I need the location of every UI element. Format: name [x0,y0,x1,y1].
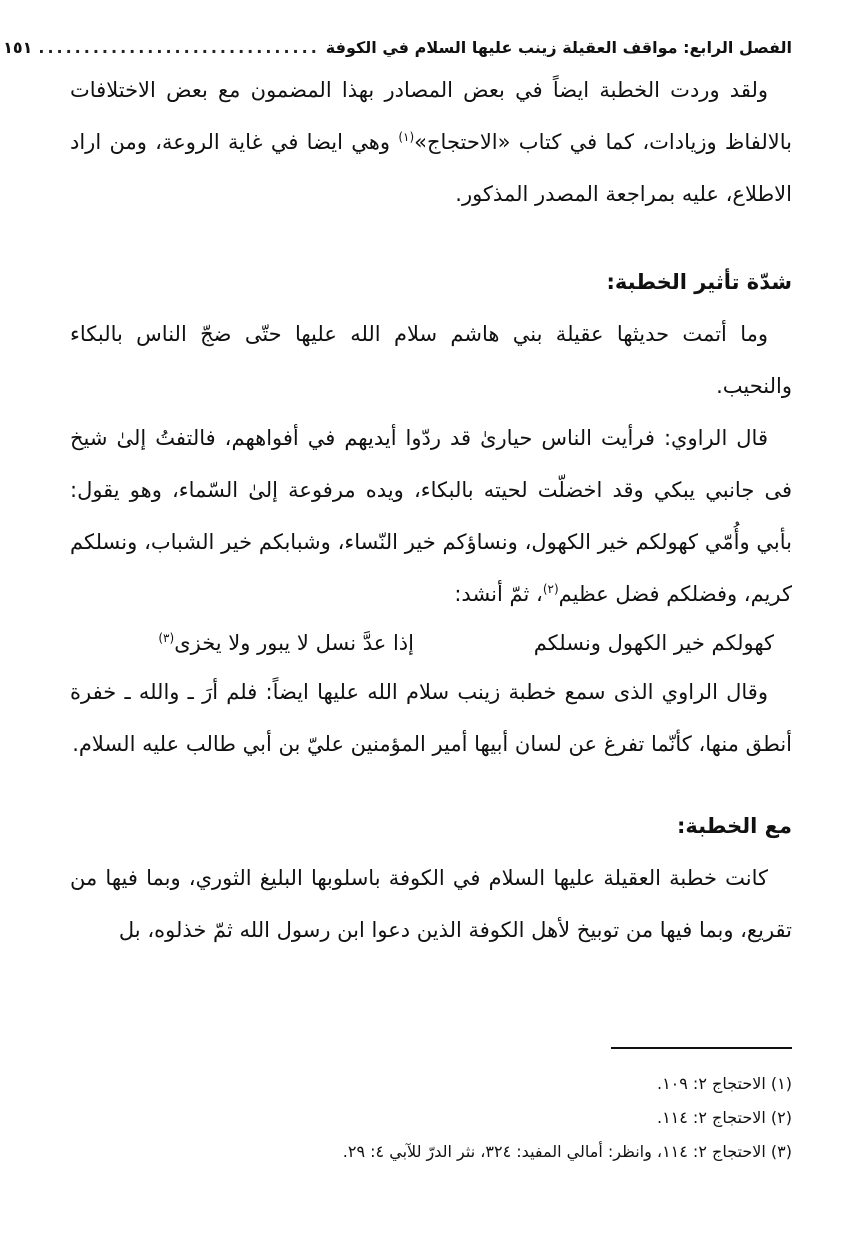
paragraph-5: كانت خطبة العقيلة عليها السلام في الكوفة باسلوبها البليغ الثوري، وبما فيها من تقريع، وبما فيها من توبيخ لأهل الكوفة الذين دعوا ابن رسول الله ثمّ خذلوه، بل [70,866,792,942]
verse-second-hemistich [158,620,414,666]
footnote-ref-3: (٣) [158,631,175,645]
paragraph-3 [70,412,792,620]
page-body [3,34,792,956]
footnote-3: (٣) الاحتجاج ٢: ١١٤، وانظر: أمالي المفيد: ٣٢٤، نثر الدرّ للآبي ٤: ٢٩. [342,1142,792,1161]
footnote-1: (١) الاحتجاج ٢: ١٠٩. [656,1074,792,1093]
paragraph-4: وقال الراوي الذى سمع خطبة زينب سلام الله عليها ايضاً: فلم أرَ ـ والله ـ خفرة أنطق منها، كأنّما تفرغ عن لسان أبيها أمير المؤمنين عليّ بن أبي طالب عليه السلام. [70,680,792,756]
footnote-2: (٢) الاحتجاج ٢: ١١٤. [656,1108,792,1127]
header-title: الفصل الرابع: مواقف العقيلة زينب عليها السلام في الكوفة [325,38,792,57]
section-gap [70,220,792,256]
footnote-ref-2: (٢) [542,582,559,596]
page-number: ١٥١ [3,38,33,57]
section-heading-2: مع الخطبة: [676,814,792,838]
paragraph-3-text: قال الراوي: فرأيت الناس حيارىٰ قد ردّوا أيديهم في أفواههم، فالتفتُ إلىٰ شيخ فى جانبي يبكي وقد اخضلّت لحيته بالبكاء، ويده مرفوعة إلىٰ السّماء، وهو يقول: بأبي وأُمّي كهولكم خير الكهول، ونساؤكم خير النّساء، وشبابكم خير الشباب، ونسلكم كريم، وفضلكم فضل عظيم [70,426,792,606]
running-header [3,34,792,64]
paragraph-1 [70,64,792,220]
paragraph-2: وما أتمت حديثها عقيلة بني هاشم سلام الله عليها حتّى ضجّ الناس بالبكاء والنحيب. [70,322,792,398]
section-heading-1: شدّة تأثير الخطبة: [606,270,792,294]
poem-verse [70,620,792,666]
verse-second-text: إذا عدَّ نسل لا يبور ولا يخزى [174,631,414,655]
footnote-ref-1: (١) [398,130,415,144]
paragraph-1-text: ولقد وردت الخطبة ايضاً في بعض المصادر بهذا المضمون مع بعض الاختلافات بالالفاظ وزيادات، كما في كتاب «الاحتجاج» [70,78,792,154]
header-dot-leader: ............................... [38,38,320,57]
section-gap [70,770,792,800]
footnote-divider [611,1047,792,1049]
paragraph-3-text-end: ، ثمّ أنشد: [454,582,543,606]
footnotes [70,1067,792,1169]
paragraph-1-text-end: وهي ايضا في غاية الروعة، ومن اراد الاطلاع، عليه بمراجعة المصدر المذكور. [70,130,792,206]
verse-first-hemistich: كهولكم خير الكهول ونسلكم [533,631,774,655]
